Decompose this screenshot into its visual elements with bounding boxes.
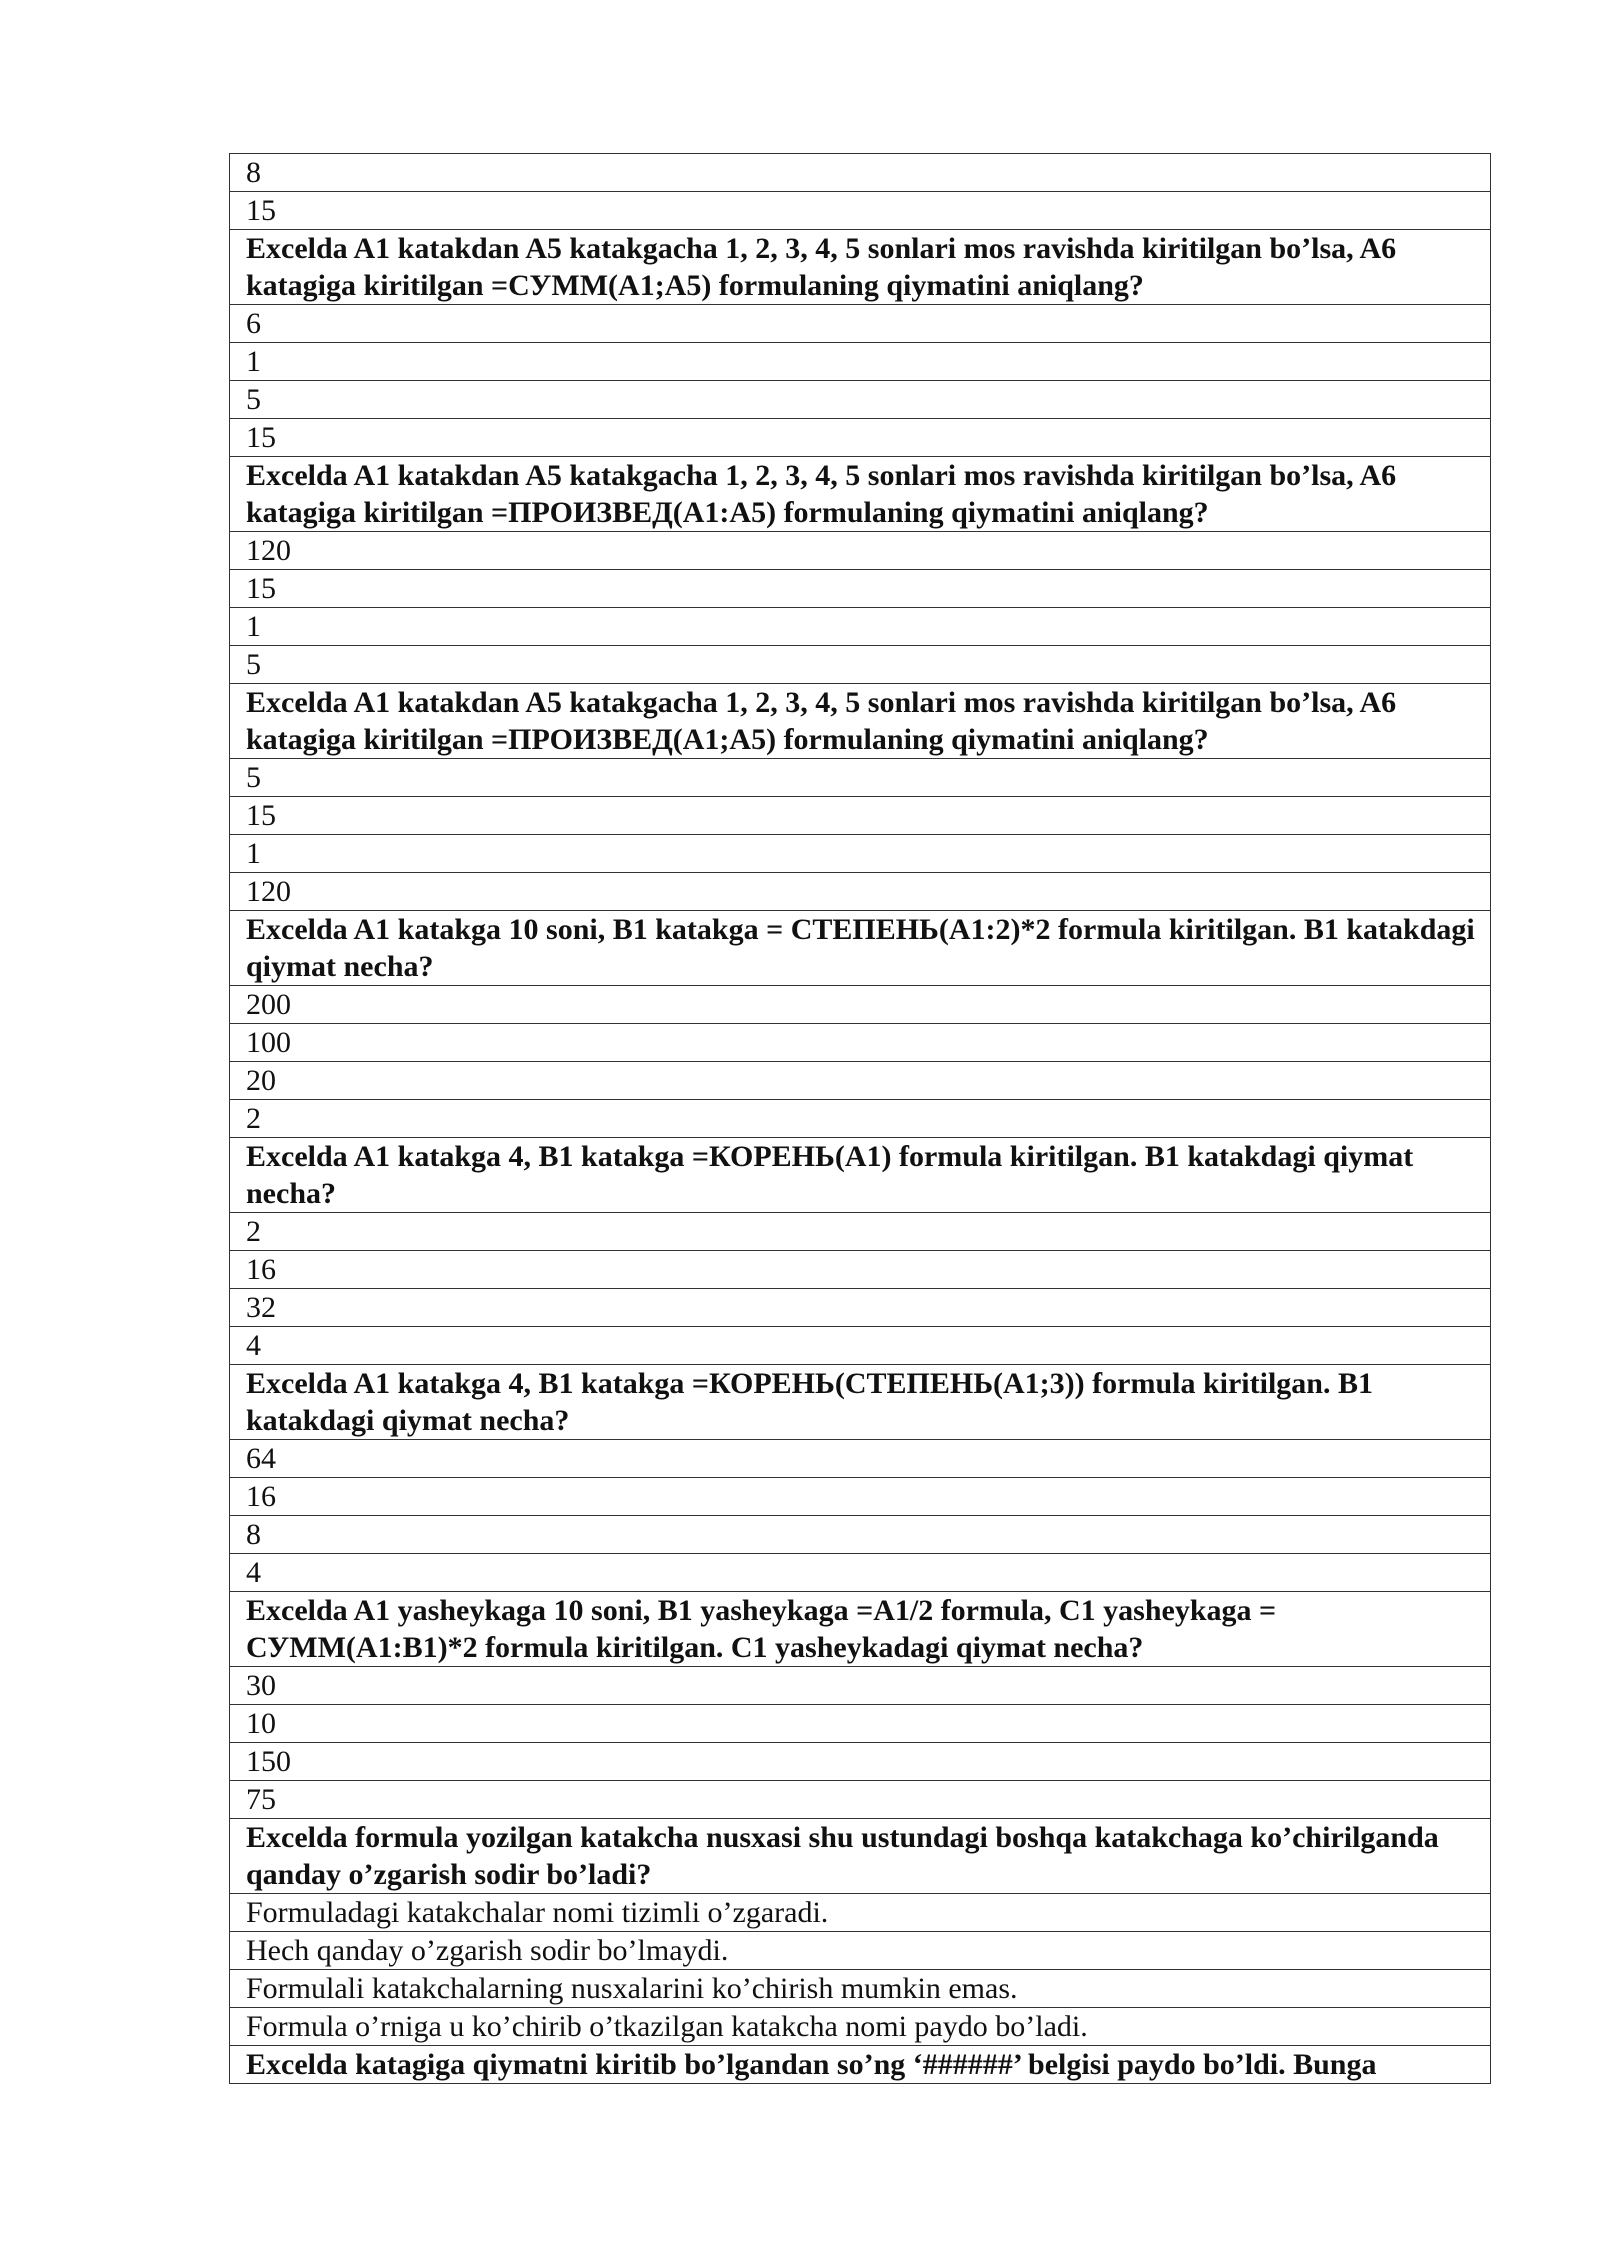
answer-option-text: 15 [230, 797, 1491, 835]
answer-option-text: 10 [230, 1705, 1491, 1743]
answer-option-row [230, 835, 1491, 873]
answer-option-text: 200 [230, 986, 1491, 1024]
question-text: Excelda A1 katakdan A5 katakgacha 1, 2, 3, 4, 5 sonlari mos ravishda kiritilgan bo’lsa, A6 katagiga kiritilgan =ПРОИЗВЕД(A1:A5) formulaning qiymatini aniqlang? [230, 457, 1491, 532]
answer-option-row [230, 381, 1491, 419]
answer-option-text: 32 [230, 1289, 1491, 1327]
answer-option-text: 100 [230, 1024, 1491, 1062]
answer-option-text: 15 [230, 192, 1491, 230]
question-row [230, 1138, 1491, 1213]
answer-option-row [230, 1024, 1491, 1062]
answer-option-row [230, 797, 1491, 835]
answer-option-text: 5 [230, 381, 1491, 419]
question-row [230, 2046, 1491, 2084]
quiz-table-body [230, 154, 1491, 2084]
quiz-table [229, 153, 1491, 2084]
answer-option-text: 1 [230, 608, 1491, 646]
answer-option-text: Hech qanday o’zgarish sodir bo’lmaydi. [230, 1932, 1491, 1970]
question-row [230, 230, 1491, 305]
answer-option-row [230, 759, 1491, 797]
answer-option-text: 2 [230, 1100, 1491, 1138]
answer-option-text: Formula o’rniga u ko’chirib o’tkazilgan katakcha nomi paydo bo’ladi. [230, 2008, 1491, 2046]
answer-option-text: 20 [230, 1062, 1491, 1100]
answer-option-row [230, 873, 1491, 911]
answer-option-row [230, 1781, 1491, 1819]
answer-option-text: 8 [230, 154, 1491, 192]
answer-option-row [230, 1970, 1491, 2008]
answer-option-text: 8 [230, 1516, 1491, 1554]
answer-option-text: 120 [230, 873, 1491, 911]
answer-option-row [230, 1705, 1491, 1743]
answer-option-row [230, 343, 1491, 381]
question-text: Excelda A1 katakga 10 soni, B1 katakga = СТЕПЕНЬ(A1:2)*2 formula kiritilgan. B1 katakdagi qiymat necha? [230, 911, 1491, 986]
question-row [230, 1592, 1491, 1667]
answer-option-row [230, 1554, 1491, 1592]
question-text: Excelda A1 katakga 4, B1 katakga =КОРЕНЬ(A1) formula kiritilgan. B1 katakdagi qiymat necha? [230, 1138, 1491, 1213]
answer-option-text: 15 [230, 419, 1491, 457]
question-row [230, 911, 1491, 986]
question-text: Excelda A1 yasheykaga 10 soni, B1 yasheykaga =A1/2 formula, C1 yasheykaga = СУММ(A1:B1)*2 formula kiritilgan. C1 yasheykadagi qiymat necha? [230, 1592, 1491, 1667]
answer-option-text: 15 [230, 570, 1491, 608]
question-row [230, 1365, 1491, 1440]
answer-option-row [230, 1667, 1491, 1705]
answer-option-row [230, 1289, 1491, 1327]
answer-option-row [230, 1062, 1491, 1100]
answer-option-text: 4 [230, 1554, 1491, 1592]
answer-option-text: 1 [230, 343, 1491, 381]
answer-option-row [230, 986, 1491, 1024]
answer-option-text: 16 [230, 1478, 1491, 1516]
question-text: Excelda katagiga qiymatni kiritib bo’lgandan so’ng ‘######’ belgisi paydo bo’ldi. Bunga [230, 2046, 1491, 2084]
question-row [230, 1819, 1491, 1894]
answer-option-row [230, 646, 1491, 684]
answer-option-row [230, 570, 1491, 608]
answer-option-text: 5 [230, 646, 1491, 684]
answer-option-row [230, 305, 1491, 343]
answer-option-row [230, 1478, 1491, 1516]
answer-option-row [230, 608, 1491, 646]
answer-option-text: 75 [230, 1781, 1491, 1819]
answer-option-text: 2 [230, 1213, 1491, 1251]
question-text: Excelda A1 katakga 4, B1 katakga =КОРЕНЬ(СТЕПЕНЬ(A1;3)) formula kiritilgan. B1 katakdagi qiymat necha? [230, 1365, 1491, 1440]
question-text: Excelda A1 katakdan A5 katakgacha 1, 2, 3, 4, 5 sonlari mos ravishda kiritilgan bo’lsa, A6 katagiga kiritilgan =СУММ(A1;A5) formulaning qiymatini aniqlang? [230, 230, 1491, 305]
question-row [230, 457, 1491, 532]
answer-option-text: 16 [230, 1251, 1491, 1289]
answer-option-row [230, 1894, 1491, 1932]
answer-option-text: 150 [230, 1743, 1491, 1781]
answer-option-text: 4 [230, 1327, 1491, 1365]
answer-option-row [230, 192, 1491, 230]
answer-option-text: 1 [230, 835, 1491, 873]
answer-option-row [230, 1932, 1491, 1970]
answer-option-text: 64 [230, 1440, 1491, 1478]
question-text: Excelda A1 katakdan A5 katakgacha 1, 2, 3, 4, 5 sonlari mos ravishda kiritilgan bo’lsa, A6 katagiga kiritilgan =ПРОИЗВЕД(A1;A5) formulaning qiymatini aniqlang? [230, 684, 1491, 759]
question-text: Excelda formula yozilgan katakcha nusxasi shu ustundagi boshqa katakchaga ko’chirilganda qanday o’zgarish sodir bo’ladi? [230, 1819, 1491, 1894]
answer-option-row [230, 419, 1491, 457]
answer-option-row [230, 2008, 1491, 2046]
answer-option-row [230, 154, 1491, 192]
answer-option-row [230, 1251, 1491, 1289]
answer-option-text: 5 [230, 759, 1491, 797]
answer-option-row [230, 1516, 1491, 1554]
answer-option-text: Formuladagi katakchalar nomi tizimli o’zgaradi. [230, 1894, 1491, 1932]
answer-option-row [230, 532, 1491, 570]
answer-option-text: 30 [230, 1667, 1491, 1705]
answer-option-row [230, 1100, 1491, 1138]
answer-option-row [230, 1213, 1491, 1251]
answer-option-text: Formulali katakchalarning nusxalarini ko’chirish mumkin emas. [230, 1970, 1491, 2008]
answer-option-row [230, 1743, 1491, 1781]
question-row [230, 684, 1491, 759]
answer-option-text: 120 [230, 532, 1491, 570]
answer-option-row [230, 1327, 1491, 1365]
answer-option-row [230, 1440, 1491, 1478]
answer-option-text: 6 [230, 305, 1491, 343]
